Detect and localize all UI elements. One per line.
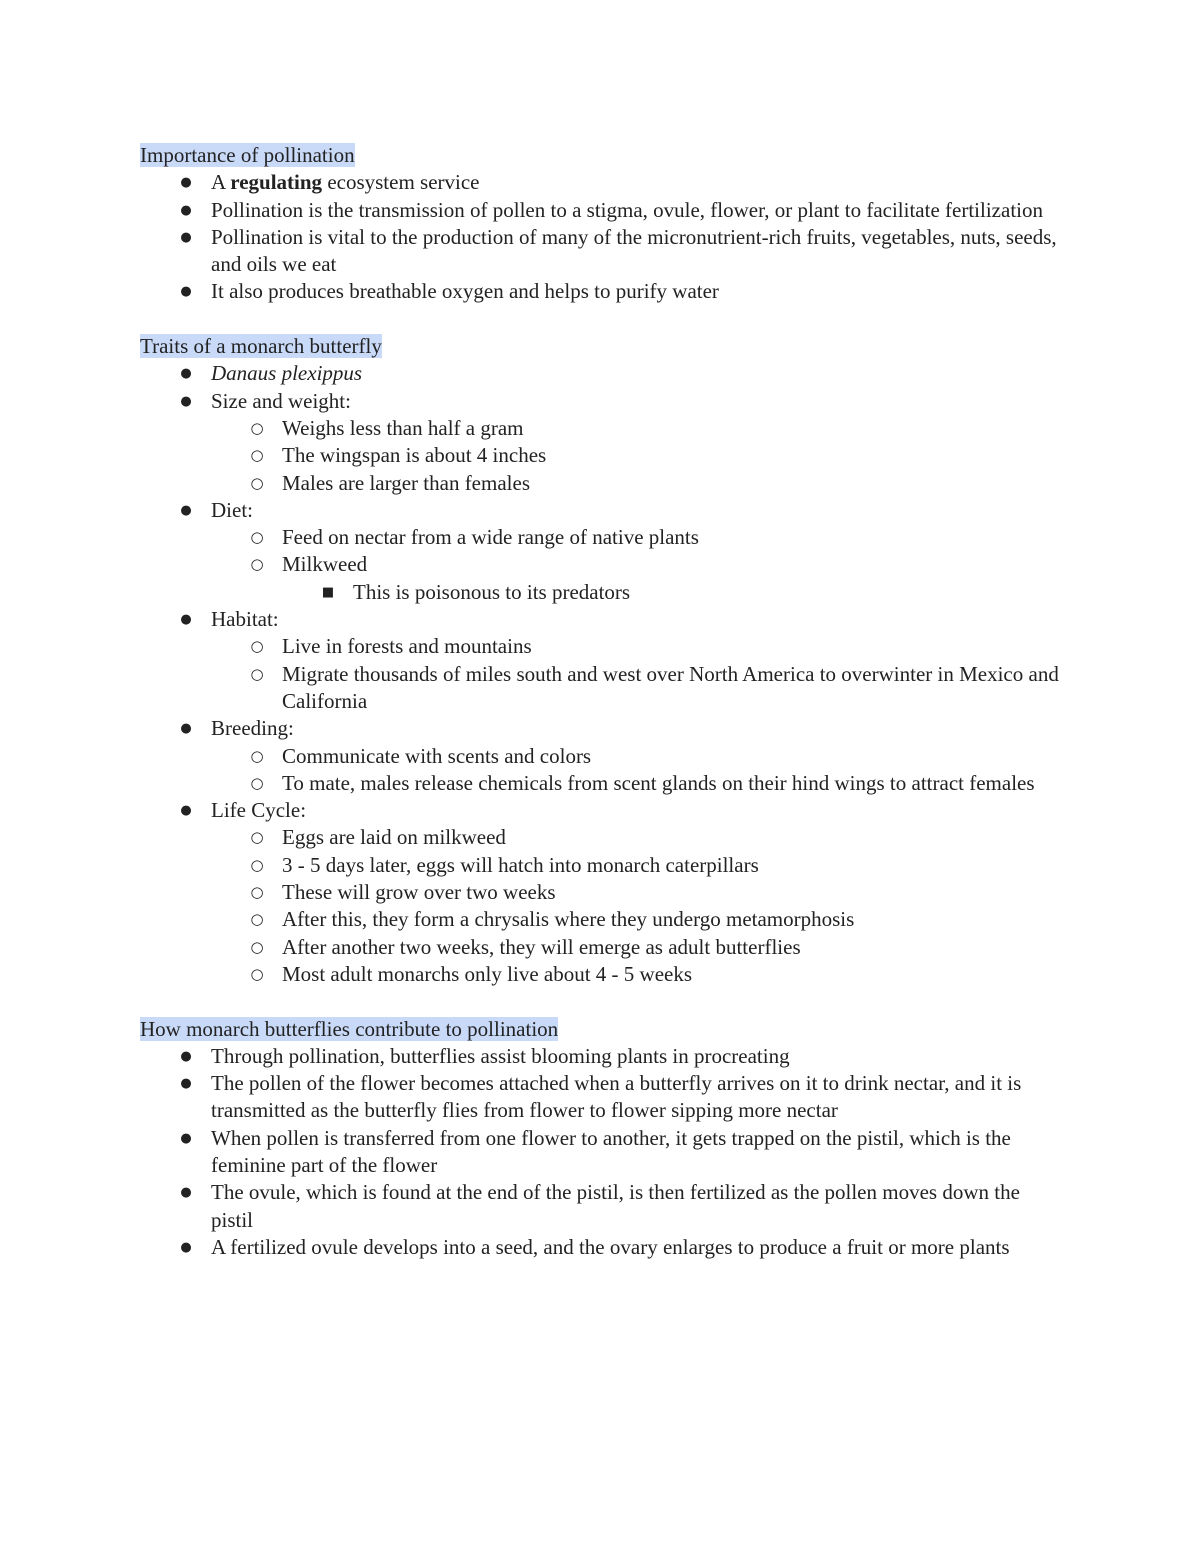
sub-list-item: ○ Eggs are laid on milkweed (211, 824, 1060, 851)
circle-bullet-icon: ○ (250, 555, 264, 574)
bullet-icon: ● (180, 502, 192, 518)
bullet-icon: ● (180, 803, 192, 819)
circle-bullet-icon: ○ (250, 418, 264, 437)
bullet-icon: ● (180, 721, 192, 737)
bullet-icon: ● (180, 175, 192, 191)
section-how-monarchs-pollinate (140, 1016, 1060, 1262)
square-bullet-icon: ■ (321, 584, 335, 600)
bold-term: regulating (230, 170, 323, 195)
circle-bullet-icon: ○ (250, 746, 264, 765)
sub-list-item: ○ Communicate with scents and colors (211, 743, 1060, 770)
sub-list-item: ○ To mate, males release chemicals from scent glands on their hind wings to attract females (211, 770, 1060, 797)
bullet-icon: ● (180, 284, 192, 300)
document-body (140, 142, 1060, 1288)
bullet-list (140, 360, 1060, 988)
sub-sub-list-item: ■ This is poisonous to its predators (282, 579, 1060, 606)
sub-list-item: ○ Migrate thousands of miles south and west over North America to overwinter in Mexico and California (211, 661, 1060, 716)
section-heading: Traits of a monarch butterfly (140, 334, 382, 359)
sub-list (211, 633, 1060, 715)
sub-list-item: ○ Most adult monarchs only live about 4 - 5 weeks (211, 961, 1060, 988)
list-item: ● Breeding: ○ Communicate with scents and colors ○ To mate, males release chemicals from scent glands on their hind wings to attract females (140, 715, 1060, 797)
section-heading: How monarch butterflies contribute to pollination (140, 1016, 559, 1041)
sub-list-item: ○ After this, they form a chrysalis where they undergo metamorphosis (211, 906, 1060, 933)
list-item: ● A fertilized ovule develops into a seed, and the ovary enlarges to produce a fruit or more plants (140, 1234, 1060, 1261)
bullet-icon: ● (180, 1185, 192, 1201)
list-item: ● Life Cycle: ○ Eggs are laid on milkweed ○ 3 - 5 days later, eggs will hatch into monarch caterpillars ○ These will grow over two weeks ○ After this, they form a chrysalis where they undergo metamorphosis ○ After another two weeks, they will emerge as adult butterflies ○ Most adult monarchs only live about 4 - 5 weeks (140, 797, 1060, 988)
list-item: ● It also produces breathable oxygen and helps to purify water (140, 278, 1060, 305)
list-item: ● The ovule, which is found at the end of the pistil, is then fertilized as the pollen moves down the pistil (140, 1179, 1060, 1234)
bullet-list (140, 1043, 1060, 1261)
circle-bullet-icon: ○ (250, 937, 264, 956)
circle-bullet-icon: ○ (250, 828, 264, 847)
circle-bullet-icon: ○ (250, 528, 264, 547)
sub-list-item: ○ Males are larger than females (211, 470, 1060, 497)
bullet-icon: ● (180, 612, 192, 628)
sub-list-item: ○ Milkweed ■ This is poisonous to its predators (211, 551, 1060, 606)
list-item: ● Pollination is vital to the production of many of the micronutrient-rich fruits, vegetables, nuts, seeds, and oils we eat (140, 224, 1060, 279)
scientific-name: Danaus plexippus (211, 361, 363, 386)
sub-list (211, 824, 1060, 988)
section-traits-of-monarch (140, 333, 1060, 988)
sub-list-item: ○ Feed on nectar from a wide range of native plants (211, 524, 1060, 551)
circle-bullet-icon: ○ (250, 883, 264, 902)
sub-list-item: ○ The wingspan is about 4 inches (211, 442, 1060, 469)
circle-bullet-icon: ○ (250, 473, 264, 492)
sub-list-item: ○ Weighs less than half a gram (211, 415, 1060, 442)
section-importance-of-pollination (140, 142, 1060, 306)
list-item: ● Through pollination, butterflies assist blooming plants in procreating (140, 1043, 1060, 1070)
circle-bullet-icon: ○ (250, 446, 264, 465)
sub-list (211, 415, 1060, 497)
bullet-icon: ● (180, 202, 192, 218)
list-item: ● Habitat: ○ Live in forests and mountains ○ Migrate thousands of miles south and west over North America to overwinter in Mexico and California (140, 606, 1060, 715)
circle-bullet-icon: ○ (250, 664, 264, 683)
bullet-icon: ● (180, 1076, 192, 1092)
bullet-icon: ● (180, 1048, 192, 1064)
list-item: ● A regulating ecosystem service (140, 169, 1060, 196)
bullet-list (140, 169, 1060, 305)
list-item: ● When pollen is transferred from one flower to another, it gets trapped on the pistil, which is the feminine part of the flower (140, 1125, 1060, 1180)
sub-list-item: ○ Live in forests and mountains (211, 633, 1060, 660)
list-item: ● Pollination is the transmission of pollen to a stigma, ovule, flower, or plant to facilitate fertilization (140, 197, 1060, 224)
sub-list-item: ○ After another two weeks, they will emerge as adult butterflies (211, 934, 1060, 961)
bullet-icon: ● (180, 393, 192, 409)
circle-bullet-icon: ○ (250, 637, 264, 656)
bullet-icon: ● (180, 1239, 192, 1255)
list-item: ● Diet: ○ Feed on nectar from a wide range of native plants ○ Milkweed ■ This is poisonous to its predators (140, 497, 1060, 606)
section-heading: Importance of pollination (140, 143, 355, 167)
sub-sub-list (282, 579, 1060, 606)
bullet-icon: ● (180, 1130, 192, 1146)
list-item (140, 360, 1060, 387)
list-item: ● Size and weight: ○ Weighs less than half a gram ○ The wingspan is about 4 inches ○ Males are larger than females (140, 388, 1060, 497)
circle-bullet-icon: ○ (250, 964, 264, 983)
sub-list (211, 524, 1060, 606)
bullet-icon: ● (180, 366, 192, 382)
sub-list-item: ○ 3 - 5 days later, eggs will hatch into monarch caterpillars (211, 852, 1060, 879)
circle-bullet-icon: ○ (250, 773, 264, 792)
circle-bullet-icon: ○ (250, 855, 264, 874)
bullet-icon: ● (180, 229, 192, 245)
sub-list (211, 743, 1060, 798)
list-item: ● The pollen of the flower becomes attached when a butterfly arrives on it to drink nectar, and it is transmitted as the butterfly flies from flower to flower sipping more nectar (140, 1070, 1060, 1125)
circle-bullet-icon: ○ (250, 910, 264, 929)
sub-list-item: ○ These will grow over two weeks (211, 879, 1060, 906)
